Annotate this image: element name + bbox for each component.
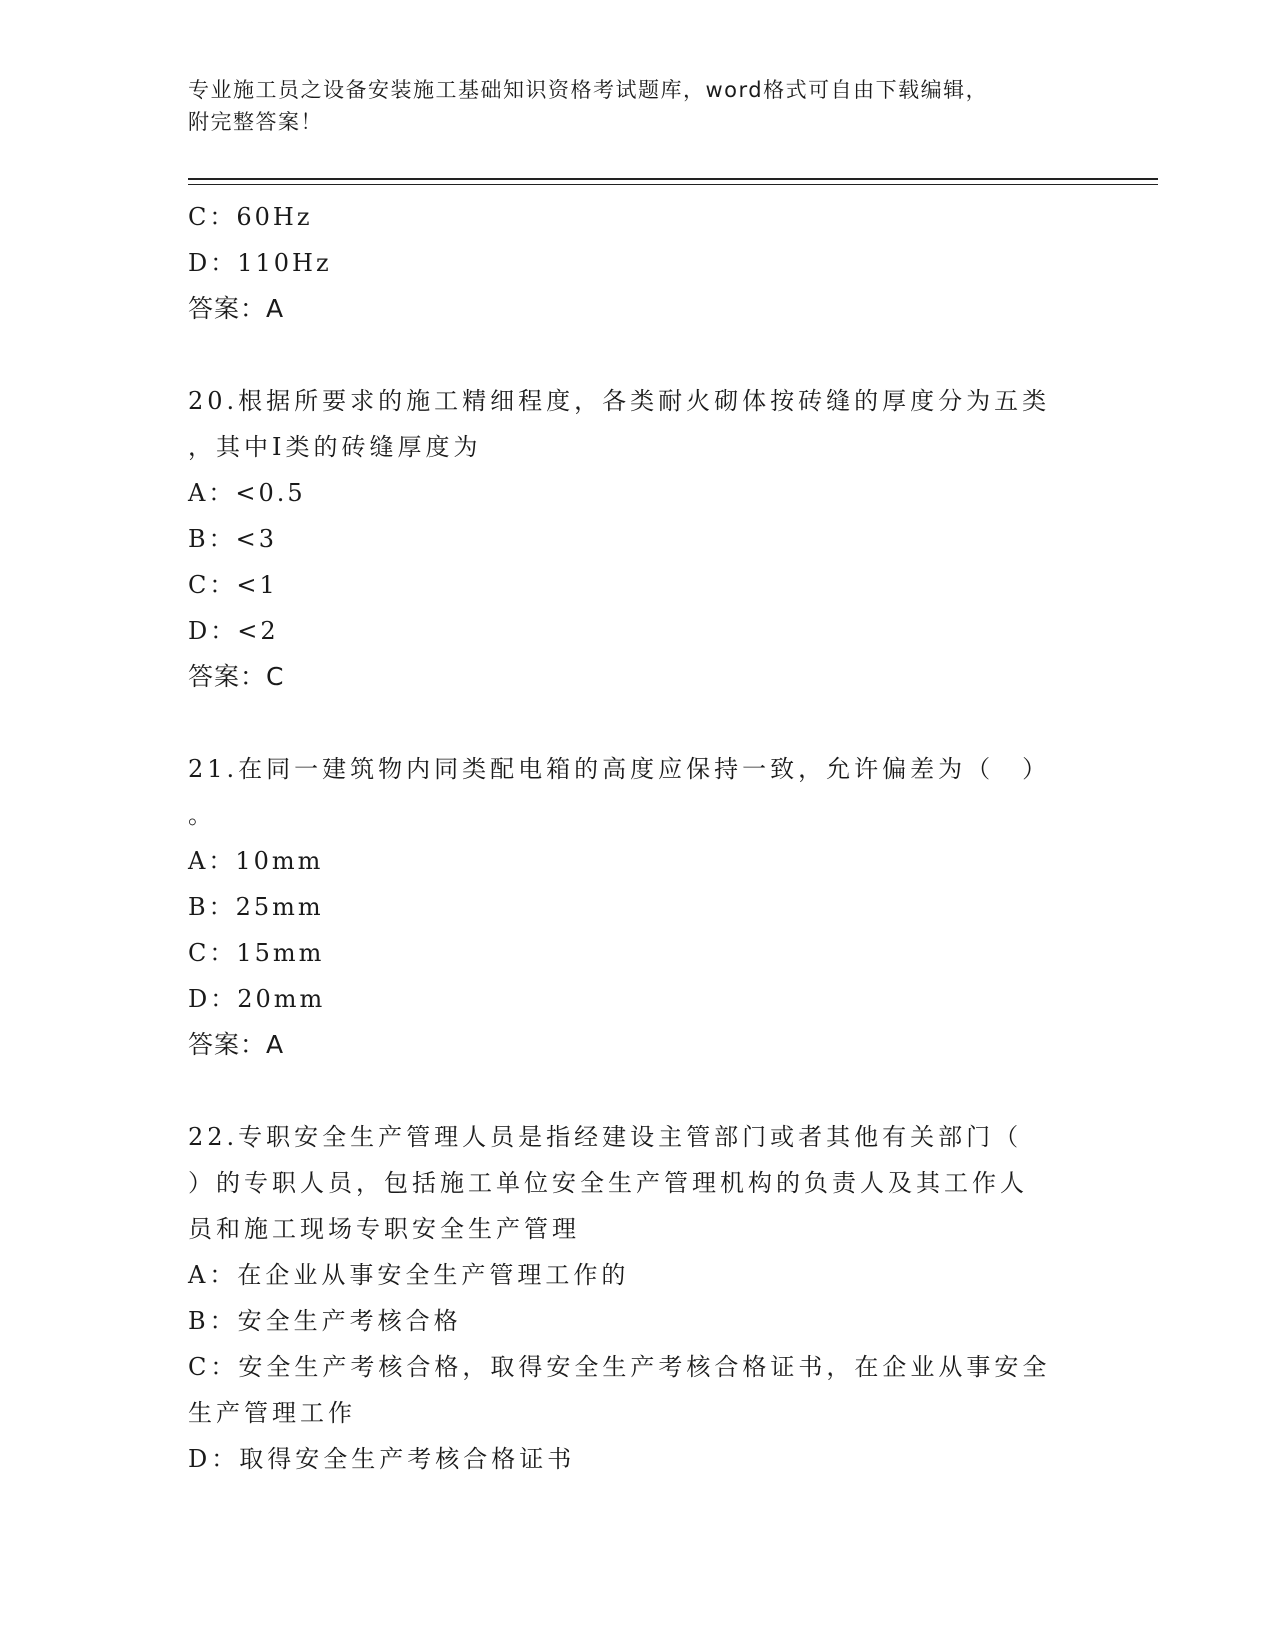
option-c-continued: 生产管理工作 (188, 1399, 356, 1427)
option-d: D：取得安全生产考核合格证书 (188, 1445, 576, 1473)
question-text-line: 21.在同一建筑物内同类配电箱的高度应保持一致，允许偏差为（ ） (188, 755, 1051, 783)
question-21 (188, 746, 1088, 1068)
option-b: B：安全生产考核合格 (188, 1307, 462, 1335)
option-b: B：<3 (188, 525, 278, 553)
option-c: C：安全生产考核合格，取得安全生产考核合格证书，在企业从事安全 (188, 1353, 1051, 1381)
question-text-line: 20.根据所要求的施工精细程度，各类耐火砌体按砖缝的厚度分为五类 (188, 387, 1051, 415)
option-d: D：<2 (188, 617, 279, 645)
question-text-line: ，其中Ⅰ类的砖缝厚度为 (188, 433, 482, 461)
option-a: A：10mm (188, 847, 324, 875)
header-title-line-1: 专业施工员之设备安装施工基础知识资格考试题库，word格式可自由下载编辑， (188, 78, 989, 102)
spacer (188, 700, 1088, 746)
option-d: D：20mm (188, 985, 326, 1013)
answer-line: 答案：A (188, 294, 285, 323)
question-text-line: ）的专职人员，包括施工单位安全生产管理机构的负责人及其工作人 (188, 1169, 1028, 1197)
spacer (188, 332, 1088, 378)
spacer (188, 1068, 1088, 1114)
option-c: C：60Hz (188, 203, 313, 231)
document-header (188, 74, 1088, 138)
question-text-line: 。 (188, 801, 216, 829)
header-divider-bottom (188, 184, 1158, 185)
option-a: A：<0.5 (188, 479, 306, 507)
question-text-line: 22.专职安全生产管理人员是指经建设主管部门或者其他有关部门（ (188, 1123, 1023, 1151)
question-list (188, 194, 1088, 1482)
question-20 (188, 378, 1088, 700)
answer-line: 答案：C (188, 662, 285, 691)
answer-line: 答案：A (188, 1030, 285, 1059)
option-a: A：在企业从事安全生产管理工作的 (188, 1261, 630, 1289)
header-divider-top (188, 178, 1158, 180)
option-c: C：<1 (188, 571, 278, 599)
option-b: B：25mm (188, 893, 324, 921)
question-19-continued (188, 194, 1088, 332)
header-title-line-2: 附完整答案！ (188, 110, 323, 134)
question-22 (188, 1114, 1088, 1482)
option-d: D：110Hz (188, 249, 332, 277)
option-c: C：15mm (188, 939, 325, 967)
question-text-line: 员和施工现场专职安全生产管理 (188, 1215, 580, 1243)
